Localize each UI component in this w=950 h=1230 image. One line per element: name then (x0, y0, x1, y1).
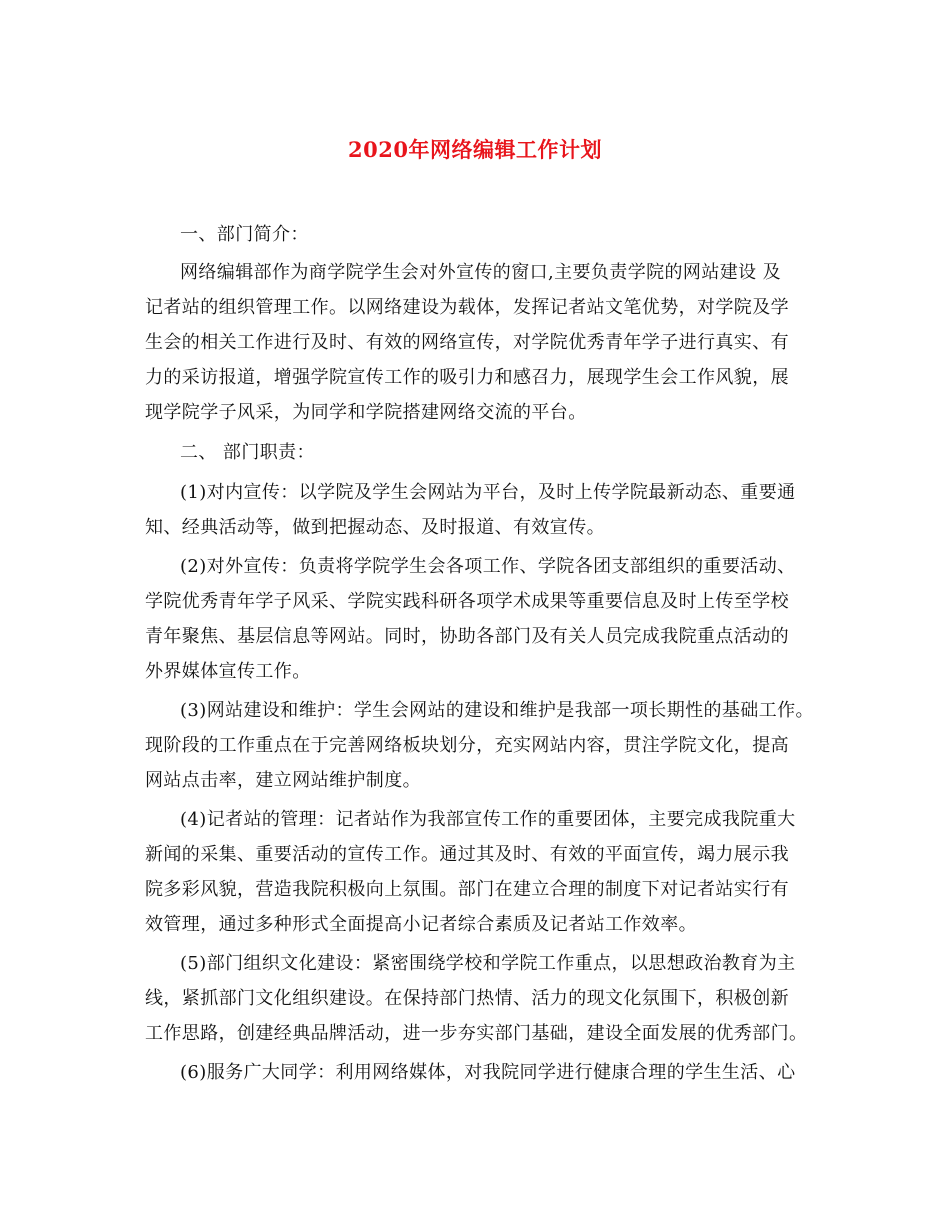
paragraph-line: (6)服务广大同学：利用网络媒体，对我院同学进行健康合理的学生生活、心 (180, 1062, 796, 1083)
paragraph-line: 工作思路，创建经典品牌活动，进一步夯实部门基础，建设全面发展的优秀部门。 (145, 1023, 808, 1044)
paragraph-line: 知、经典活动等，做到把握动态、及时报道、有效宣传。 (145, 517, 605, 538)
paragraph-line: 学院优秀青年学子风采、学院实践科研各项学术成果等重要信息及时上传至学校 (145, 591, 789, 612)
paragraph-line: 网络编辑部作为商学院学生会对外宣传的窗口,主要负责学院的网站建设 及 (180, 262, 782, 283)
paragraph-line: 院多彩风貌，营造我院积极向上氛围。部门在建立合理的制度下对记者站实行有 (145, 879, 789, 900)
paragraph-line: 青年聚焦、基层信息等网站。同时，协助各部门及有关人员完成我院重点活动的 (145, 626, 789, 647)
paragraph-line: 网站点击率，建立网站维护制度。 (145, 770, 421, 791)
paragraph-line: 生会的相关工作进行及时、有效的网络宣传，对学院优秀青年学子进行真实、有 (145, 332, 789, 353)
section-heading: 一、部门简介： (180, 224, 309, 245)
section-heading: 二、 部门职责： (180, 442, 315, 463)
paragraph-line: 力的采访报道，增强学院宣传工作的吸引力和感召力，展现学生会工作风貌，展 (145, 367, 789, 388)
paragraph-line: 记者站的组织管理工作。以网络建设为载体，发挥记者站文笔优势，对学院及学 (145, 297, 789, 318)
paragraph-line: (5)部门组织文化建设：紧密围绕学校和学院工作重点，以思想政治教育为主 (180, 953, 796, 974)
paragraph-line: 效管理，通过多种形式全面提高小记者综合素质及记者站工作效率。 (145, 914, 697, 935)
paragraph-line: 线，紧抓部门文化组织建设。在保持部门热情、活力的现文化氛围下，积极创新 (145, 988, 789, 1009)
paragraph-line: 现学院学子风采，为同学和学院搭建网络交流的平台。 (145, 402, 587, 423)
paragraph-line: (4)记者站的管理：记者站作为我部宣传工作的重要团体，主要完成我院重大 (180, 809, 796, 830)
paragraph-line: (1)对内宣传：以学院及学生会网站为平台，及时上传学院最新动态、重要通 (180, 482, 796, 503)
paragraph-line: 外界媒体宣传工作。 (145, 661, 311, 682)
document-title: 2020年网络编辑工作计划 (348, 137, 602, 162)
paragraph-line: (2)对外宣传：负责将学院学生会各项工作、学院各团支部组织的重要活动、 (180, 556, 796, 577)
paragraph-line: 现阶段的工作重点在于完善网络板块划分，充实网站内容，贯注学院文化，提高 (145, 735, 789, 756)
paragraph-line: (3)网站建设和维护：学生会网站的建设和维护是我部一项长期性的基础工作。 (180, 700, 814, 721)
paragraph-line: 新闻的采集、重要活动的宣传工作。通过其及时、有效的平面宣传，竭力展示我 (145, 844, 789, 865)
